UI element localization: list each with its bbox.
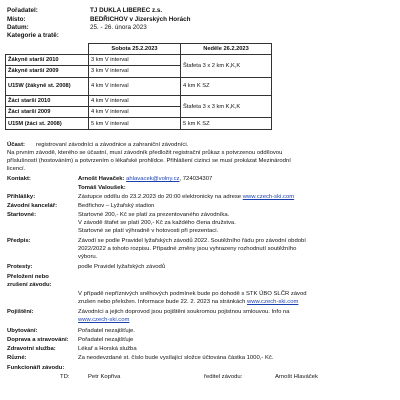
kontakt-line1	[78, 177, 212, 183]
predpis-label: Předpis:	[7, 238, 31, 244]
table-row	[6, 95, 272, 106]
sunday-cell: Štafeta 3 x 3 km K,K,K	[181, 95, 272, 118]
ruzne-label: Různé:	[7, 355, 27, 361]
ucast-line3: příslušností (hostováním) a potvrzením o lékařské prohlídce. Přihlášení cizinci se musí prokázat Mezinárodní	[7, 158, 291, 164]
preloz-label-1: Přeložení nebo	[7, 274, 49, 280]
saturday-cell: 3 km V interval	[89, 66, 181, 77]
protesty-label: Protesty:	[7, 264, 33, 270]
pojisteni-label: Pojištění:	[7, 309, 34, 315]
saturday-cell: 4 km V interval	[89, 107, 181, 118]
zdravotni-text: Lékař a Horská služba	[78, 346, 137, 352]
table-header-row	[6, 44, 272, 55]
category-cell: Žákyně starší 2009	[6, 66, 89, 77]
startovne-line2: V závodě štafet se platí 200,- Kč za každého člena družstva.	[78, 220, 236, 226]
doprava-label: Doprava a stravování:	[7, 337, 69, 343]
predpis-line3: výboru.	[78, 254, 98, 260]
kancelar-text: Bedřichov – Lyžařský stadion	[78, 203, 155, 209]
predpis-line1: Závodí se podle Pravidel lyžařských závodů 2022. Soutěžního řádu pro závodní období	[78, 238, 306, 244]
sunday-cell: 5 km K SZ	[181, 118, 272, 129]
ubytovani-text: Pořadatel nezajišťuje.	[78, 328, 135, 334]
preloz-text: zrušen nebo přeložen. Informace bude 22. 2. 2023 na stránkách	[78, 299, 246, 305]
organizer-value: TJ DUKLA LIBEREC z.s.	[90, 7, 163, 14]
kancelar-label: Závodní kancelář:	[7, 203, 58, 209]
table-row	[6, 77, 272, 95]
saturday-cell: 3 km V interval	[89, 54, 181, 65]
place-label: Místo:	[7, 16, 26, 23]
date-label: Datum:	[7, 24, 29, 31]
col-saturday: Sobota 25.2.2023	[89, 44, 181, 55]
prihlasky-text: Zástupce oddílu do 23.2.2023 do 20:00 elektronicky na adrese	[78, 194, 242, 200]
contact-name-1: Arnošt Havaček:	[78, 176, 125, 182]
preloz-line2	[78, 300, 298, 306]
saturday-cell: 4 km V interval	[89, 95, 181, 106]
organizer-label: Pořadatel:	[7, 7, 38, 14]
zdravotni-label: Zdravotní služba:	[7, 346, 56, 352]
contact-name-2: Tomáš Valoušek:	[78, 185, 126, 191]
prihlasky-link[interactable]: www.czech-ski.com	[242, 194, 295, 200]
ubytovani-label: Ubytování:	[7, 328, 38, 334]
director-name: Arnošt Hlaváček	[275, 374, 318, 380]
category-cell: U15W (žákyně st. 2008)	[6, 77, 89, 95]
table-corner	[6, 44, 89, 55]
preloz-label-2: zrušení závodu:	[7, 282, 52, 288]
saturday-cell: 5 km V interval	[89, 118, 181, 129]
contact-email-link[interactable]: ahlavacek@volny.cz	[126, 176, 180, 182]
prihlasky-label: Přihlášky:	[7, 194, 36, 200]
pojisteni-line1: Závodníci a jejich doprovod jsou pojištěni soukromou pojistnou smlouvou. Info na	[78, 309, 290, 315]
doprava-text: Pořadatel nezajišťuje	[78, 337, 134, 343]
predpis-line2: 2022/2022 a tohoto rozpisu. Případné změny jsou vyhrazeny rozhodnutí soutěžního	[78, 246, 297, 252]
startovne-line3: Startovné se platí výhradně v hotovosti při prezentaci.	[78, 228, 219, 234]
td-name: Petr Kopřiva	[88, 374, 121, 380]
td-label: TD:	[60, 374, 70, 380]
funkcionari-label: Funkcionáři závodu:	[7, 365, 65, 371]
contact-phone: , 724034307	[179, 176, 213, 182]
categories-table	[5, 43, 272, 130]
col-sunday: Neděle 26.2.2023	[181, 44, 272, 55]
ucast-line4: licencí.	[7, 166, 26, 172]
pojisteni-link[interactable]: www.czech-ski.com	[78, 317, 130, 323]
ucast-line1: registrovaní závodníci a závodnice a zahraniční závodníci.	[36, 142, 189, 148]
table-row	[6, 54, 272, 65]
startovne-line1: Startovné 200,- Kč se platí za prezentovaného závodníka.	[78, 212, 230, 218]
table-row	[6, 118, 272, 129]
category-cell: Žákyně starší 2010	[6, 54, 89, 65]
saturday-cell: 4 km V interval	[89, 77, 181, 95]
kontakt-label: Kontakt:	[7, 176, 31, 182]
prihlasky-line	[78, 195, 294, 201]
categories-title: Kategorie a tratě:	[7, 32, 59, 39]
category-cell: Žáci starší 2010	[6, 95, 89, 106]
place-value: BEDŘICHOV v Jizerských Horách	[90, 16, 191, 23]
sunday-cell: 4 km K SZ	[181, 77, 272, 95]
director-label: ředitel závodu:	[204, 374, 243, 380]
ucast-label: Účast:	[7, 142, 26, 148]
preloz-link[interactable]: www.czech-ski.com	[246, 299, 299, 305]
category-cell: Žáci starší 2009	[6, 107, 89, 118]
preloz-line1: V případě nepříznivých sněhových podmínek bude po dohodě s STK ÚBO SLČR závod	[78, 291, 307, 297]
ucast-line2: Na prvním závodě, kterého se účastní, musí závodník předložit registrační průkaz s potvrzenou oddílovou	[7, 150, 283, 156]
sunday-cell: Štafeta 3 x 2 km K,K,K	[181, 54, 272, 77]
ruzne-text: Za neodevzdané st. číslo bude vysílající složce účtována částka 1000,- Kč.	[78, 355, 274, 361]
category-cell: U15M (žáci st. 2008)	[6, 118, 89, 129]
date-value: 25. - 26. února 2023	[90, 24, 147, 31]
protesty-text: podle Pravidel lyžařských závodů	[78, 264, 166, 270]
startovne-label: Startovné:	[7, 212, 37, 218]
